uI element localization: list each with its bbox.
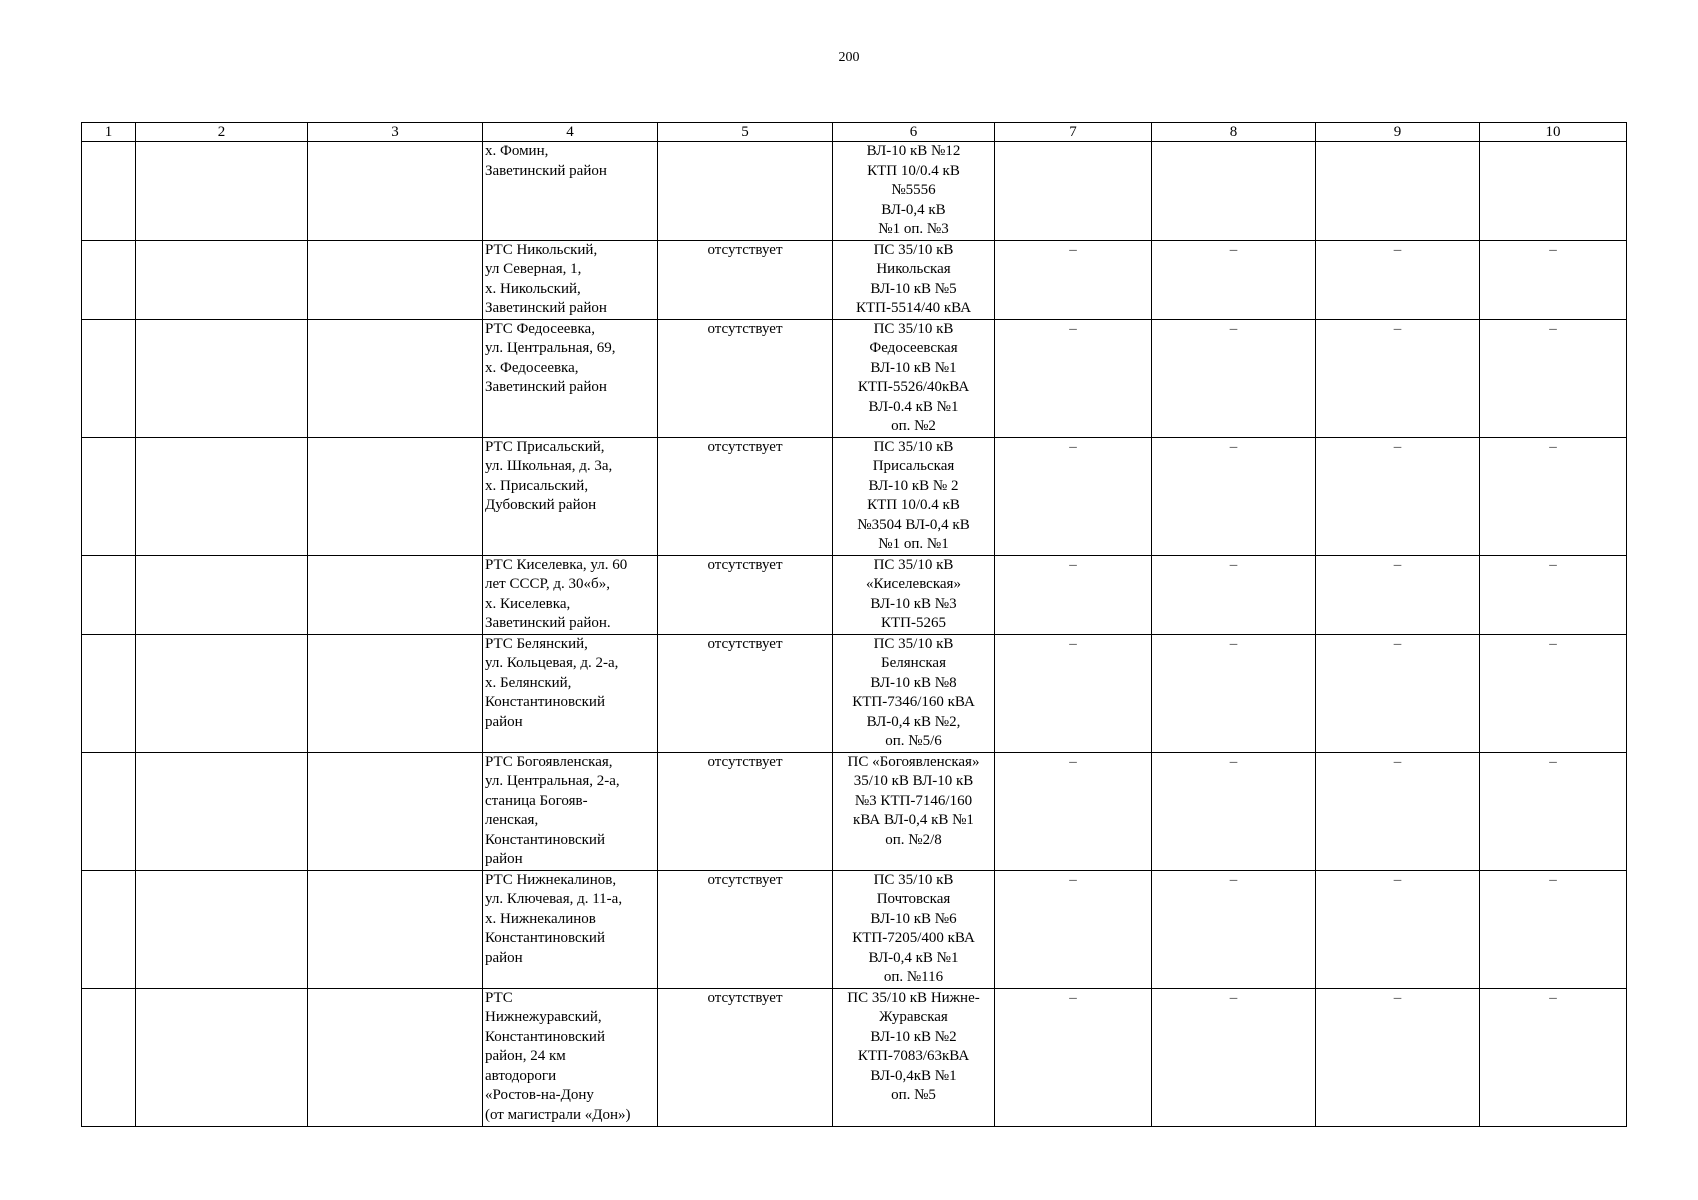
cell-col2 [136, 437, 308, 555]
cell-col7: – [995, 870, 1152, 988]
cell-col2 [136, 240, 308, 319]
cell-address-line: х. Киселевка, [485, 595, 571, 612]
cell-address-line: х. Федосеевка, [485, 359, 579, 376]
cell-col5: отсутствует [658, 437, 833, 555]
cell-connection-line: ПС 35/10 кВ [873, 871, 954, 888]
cell-address-line: Константиновский [485, 930, 605, 946]
cell-col1 [82, 142, 136, 241]
cell-connection-line: «Киселевская» [866, 576, 961, 592]
cell-connection-line: оп. №116 [883, 969, 944, 985]
cell-col8: – [1152, 988, 1316, 1126]
cell-address-line: ленская, [485, 812, 539, 828]
cell-connection-line: ВЛ-0,4 кВ №1 [868, 949, 959, 966]
cell-connection-line: ПС 35/10 кВ [873, 320, 954, 337]
cell-address-line: лет СССР, д. 30«б», [485, 576, 610, 592]
cell-address [483, 634, 658, 752]
table-row [82, 142, 1627, 241]
header-row [82, 123, 1627, 142]
cell-col10: – [1480, 988, 1627, 1126]
cell-col5 [658, 142, 833, 241]
cell-connection-line: Никольская [876, 261, 951, 277]
cell-address-line: Нижнежуравский, [485, 1009, 602, 1025]
column-header: 7 [995, 123, 1152, 142]
cell-connection-line: ВЛ-10 кВ №12 [866, 143, 961, 159]
cell-col8: – [1152, 319, 1316, 437]
cell-col7: – [995, 988, 1152, 1126]
cell-connection-line: КТП-5526/40кВА [857, 379, 970, 395]
cell-col1 [82, 634, 136, 752]
cell-address-line: РТС Федосеевка, [485, 320, 595, 337]
cell-address-line: район [485, 851, 523, 867]
cell-address-line: ул. Школьная, д. 3а, [485, 458, 613, 474]
table-row [82, 319, 1627, 437]
cell-connection-line: ВЛ-0,4 кВ №2, [866, 713, 961, 730]
column-header: 5 [658, 123, 833, 142]
cell-connection-line: ВЛ-0,4кВ №1 [870, 1067, 957, 1084]
cell-col10: – [1480, 752, 1627, 870]
cell-address-line: «Ростов-на-Дону [485, 1087, 594, 1103]
cell-col3 [308, 870, 483, 988]
cell-connection-line: кВА ВЛ-0,4 кВ №1 [853, 812, 974, 828]
cell-connection [833, 555, 995, 634]
cell-col8: – [1152, 240, 1316, 319]
page-number: 200 [838, 50, 860, 65]
cell-connection-line: КТП 10/0.4 кВ [867, 497, 960, 513]
cell-address-line: х. Фомин, [485, 143, 549, 159]
cell-address-line: ул. Кольцевая, д. 2-а, [485, 655, 619, 671]
cell-address-line: Константиновский [485, 831, 605, 848]
cell-col5: отсутствует [658, 870, 833, 988]
cell-connection-line: №3 КТП-7146/160 [854, 792, 973, 809]
cell-col3 [308, 240, 483, 319]
cell-col10: – [1480, 437, 1627, 555]
cell-col9: – [1316, 319, 1480, 437]
cell-connection-line: оп. №2 [891, 418, 936, 434]
cell-col3 [308, 634, 483, 752]
cell-address [483, 437, 658, 555]
cell-connection-line: Журавская [879, 1009, 948, 1025]
cell-col3 [308, 437, 483, 555]
cell-connection [833, 437, 995, 555]
cell-address-line: ул Северная, 1, [485, 261, 582, 277]
table-row [82, 555, 1627, 634]
cell-col2 [136, 988, 308, 1126]
cell-col2 [136, 142, 308, 241]
cell-col5: отсутствует [658, 634, 833, 752]
column-header: 3 [308, 123, 483, 142]
cell-connection-line: ПС 35/10 кВ Нижне- [847, 989, 980, 1006]
cell-col7: – [995, 634, 1152, 752]
cell-col3 [308, 319, 483, 437]
cell-address-line: х. Белянский, [485, 674, 572, 691]
cell-col5: отсутствует [658, 988, 833, 1126]
cell-address-line: ул. Центральная, 69, [485, 340, 616, 356]
cell-address-line: станица Богояв- [485, 792, 588, 809]
cell-col3 [308, 142, 483, 241]
cell-col2 [136, 870, 308, 988]
cell-col8: – [1152, 634, 1316, 752]
cell-address-line: РТС Нижнекалинов, [485, 871, 617, 888]
cell-connection-line: ВЛ-10 кВ №2 [870, 1028, 957, 1045]
cell-connection-line: Почтовская [876, 891, 951, 907]
cell-col10: – [1480, 870, 1627, 988]
document-table [81, 122, 1627, 1127]
cell-address-line: Дубовский район [485, 497, 597, 513]
cell-col1 [82, 240, 136, 319]
cell-col7: – [995, 437, 1152, 555]
cell-connection-line: оп. №2/8 [885, 831, 942, 848]
cell-connection-line: Белянская [881, 655, 946, 671]
cell-address-line: РТС Никольский, [485, 241, 598, 258]
cell-connection-line: ВЛ-10 кВ №5 [870, 280, 957, 297]
cell-col1 [82, 752, 136, 870]
cell-address-line: район, 24 км [485, 1048, 566, 1064]
cell-address [483, 240, 658, 319]
cell-connection-line: ВЛ-10 кВ №3 [870, 595, 957, 612]
table-body [82, 142, 1627, 1127]
cell-connection-line: КТП-7083/63кВА [857, 1048, 970, 1064]
cell-connection-line: оп. №5/6 [885, 733, 942, 749]
table-row [82, 752, 1627, 870]
cell-connection-line: КТП-7205/400 кВА [852, 930, 975, 946]
table-row [82, 437, 1627, 555]
cell-col7: – [995, 319, 1152, 437]
cell-address [483, 870, 658, 988]
cell-col5: отсутствует [658, 752, 833, 870]
table-row [82, 988, 1627, 1126]
cell-col1 [82, 988, 136, 1126]
cell-connection-line: ВЛ-0,4 кВ [881, 201, 946, 218]
cell-connection-line: ВЛ-0.4 кВ №1 [868, 398, 959, 415]
cell-col1 [82, 319, 136, 437]
cell-col8: – [1152, 555, 1316, 634]
cell-col5: отсутствует [658, 319, 833, 437]
cell-address-line: Заветинский район. [485, 615, 611, 631]
cell-address-line: Константиновский [485, 1028, 605, 1045]
cell-connection-line: ВЛ-10 кВ №1 [870, 359, 957, 376]
cell-col7: – [995, 240, 1152, 319]
cell-col8 [1152, 142, 1316, 241]
cell-col2 [136, 752, 308, 870]
cell-connection-line: ВЛ-10 кВ №8 [870, 674, 957, 691]
cell-address-line: Заветинский район [485, 379, 607, 395]
cell-connection-line: ПС 35/10 кВ [873, 635, 954, 652]
cell-col7: – [995, 752, 1152, 870]
cell-col2 [136, 319, 308, 437]
cell-col3 [308, 988, 483, 1126]
cell-col3 [308, 555, 483, 634]
cell-connection-line: КТП-5265 [881, 615, 946, 631]
cell-col9: – [1316, 555, 1480, 634]
cell-connection-line: 35/10 кВ ВЛ-10 кВ [853, 773, 974, 789]
cell-address-line: ул. Центральная, 2-а, [485, 773, 620, 789]
cell-connection [833, 988, 995, 1126]
cell-connection-line: КТП-7346/160 кВА [852, 694, 975, 710]
cell-address-line: РТС [485, 989, 513, 1006]
cell-col10 [1480, 142, 1627, 241]
cell-connection-line: №3504 ВЛ-0,4 кВ [857, 516, 970, 533]
cell-connection-line: ПС «Богоявленская» [847, 753, 980, 770]
table-row [82, 240, 1627, 319]
cell-address-line: Заветинский район [485, 300, 607, 316]
cell-col9: – [1316, 988, 1480, 1126]
column-header: 8 [1152, 123, 1316, 142]
cell-address-line: РТС Белянский, [485, 635, 588, 652]
column-header: 6 [833, 123, 995, 142]
cell-connection [833, 240, 995, 319]
cell-address-line: автодороги [485, 1067, 557, 1084]
cell-col7: – [995, 555, 1152, 634]
cell-address [483, 988, 658, 1126]
cell-address-line: ул. Ключевая, д. 11-а, [485, 891, 623, 907]
cell-col8: – [1152, 437, 1316, 555]
cell-col3 [308, 752, 483, 870]
cell-address-line: х. Никольский, [485, 280, 581, 297]
cell-connection [833, 752, 995, 870]
cell-address-line: Константиновский [485, 694, 605, 710]
cell-col9: – [1316, 240, 1480, 319]
cell-address-line: РТС Богоявленская, [485, 753, 613, 770]
cell-connection [833, 319, 995, 437]
table-row [82, 870, 1627, 988]
cell-col5: отсутствует [658, 555, 833, 634]
cell-address-line: х. Нижнекалинов [485, 910, 596, 927]
cell-col9: – [1316, 437, 1480, 555]
table-row [82, 634, 1627, 752]
cell-address [483, 142, 658, 241]
cell-address [483, 752, 658, 870]
cell-col9: – [1316, 870, 1480, 988]
cell-connection-line: КТП-5514/40 кВА [855, 300, 972, 316]
cell-col8: – [1152, 870, 1316, 988]
cell-col7 [995, 142, 1152, 241]
cell-address [483, 555, 658, 634]
cell-connection-line: ПС 35/10 кВ [873, 556, 954, 573]
column-header: 9 [1316, 123, 1480, 142]
cell-col9: – [1316, 752, 1480, 870]
cell-connection-line: ПС 35/10 кВ [873, 241, 954, 258]
cell-connection-line: оп. №5 [891, 1087, 936, 1103]
cell-address-line: х. Присальский, [485, 477, 589, 494]
cell-col10: – [1480, 240, 1627, 319]
column-header: 4 [483, 123, 658, 142]
column-header: 10 [1480, 123, 1627, 142]
column-header: 1 [82, 123, 136, 142]
cell-connection [833, 634, 995, 752]
cell-connection [833, 870, 995, 988]
cell-connection-line: КТП 10/0.4 кВ [867, 162, 960, 179]
cell-connection-line: ПС 35/10 кВ [873, 438, 954, 455]
cell-connection-line: ВЛ-10 кВ № 2 [868, 477, 959, 494]
cell-connection-line: Присальская [872, 458, 955, 474]
cell-connection-line: ВЛ-10 кВ №6 [870, 910, 957, 927]
cell-connection-line: №1 оп. №1 [878, 536, 949, 552]
cell-connection-line: Федосеевская [869, 340, 958, 356]
cell-connection-line: №1 оп. №3 [878, 221, 949, 237]
cell-col1 [82, 437, 136, 555]
cell-col10: – [1480, 319, 1627, 437]
cell-col2 [136, 555, 308, 634]
cell-address-line: Заветинский район [485, 162, 607, 179]
cell-connection-line: №5556 [891, 182, 936, 198]
cell-col8: – [1152, 752, 1316, 870]
column-header: 2 [136, 123, 308, 142]
cell-connection [833, 142, 995, 241]
cell-col10: – [1480, 555, 1627, 634]
cell-address-line: РТС Киселевка, ул. 60 [485, 556, 628, 573]
cell-col2 [136, 634, 308, 752]
cell-address-line: РТС Присальский, [485, 438, 605, 455]
cell-col5: отсутствует [658, 240, 833, 319]
cell-address [483, 319, 658, 437]
cell-col9: – [1316, 634, 1480, 752]
cell-address-line: район [485, 949, 523, 966]
cell-col10: – [1480, 634, 1627, 752]
cell-address-line: (от магистрали «Дон») [485, 1106, 631, 1123]
cell-address-line: район [485, 713, 523, 730]
cell-col1 [82, 555, 136, 634]
cell-col9 [1316, 142, 1480, 241]
cell-col1 [82, 870, 136, 988]
